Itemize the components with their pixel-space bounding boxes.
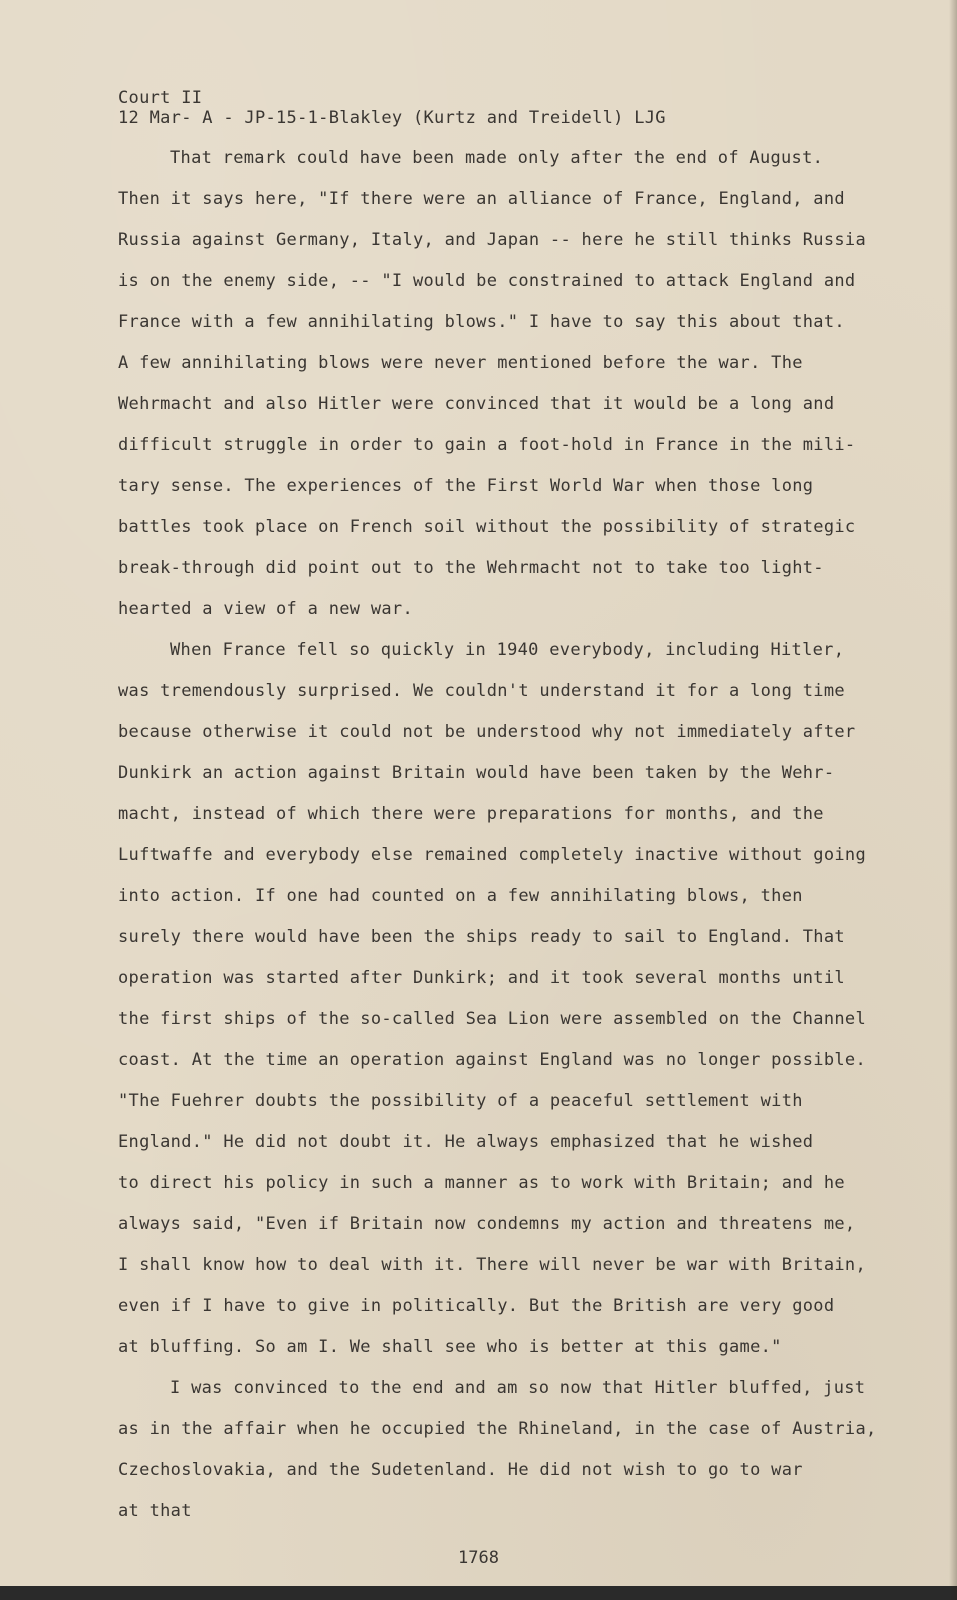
text-line: tary sense. The experiences of the First World War when those long — [118, 476, 814, 496]
text-line: When France fell so quickly in 1940 everybody, including Hitler, — [170, 640, 845, 660]
text-line: the first ships of the so-called Sea Lion were assembled on the Channel — [118, 1009, 866, 1029]
page-number: 1768 — [458, 1548, 499, 1568]
text-line: difficult struggle in order to gain a foot-hold in France in the mili- — [118, 435, 856, 455]
session-header: 12 Mar- A - JP-15-1-Blakley (Kurtz and Treidell) LJG — [118, 108, 666, 128]
text-line: coast. At the time an operation against England was no longer possible. — [118, 1050, 866, 1070]
court-header: Court II — [118, 88, 203, 108]
text-line: Then it says here, "If there were an alliance of France, England, and — [118, 189, 845, 209]
scan-bottom-edge — [0, 1586, 957, 1600]
text-line: Dunkirk an action against Britain would have been taken by the Wehr- — [118, 763, 835, 783]
text-line: France with a few annihilating blows." I have to say this about that. — [118, 312, 845, 332]
text-line: break-through did point out to the Wehrmacht not to take too light- — [118, 558, 824, 578]
text-line: macht, instead of which there were preparations for months, and the — [118, 804, 824, 824]
text-line: even if I have to give in politically. But the British are very good — [118, 1296, 835, 1316]
text-line: England." He did not doubt it. He always emphasized that he wished — [118, 1132, 814, 1152]
text-line: Luftwaffe and everybody else remained completely inactive without going — [118, 845, 866, 865]
text-line: at bluffing. So am I. We shall see who is better at this game." — [118, 1337, 782, 1357]
text-line: Czechoslovakia, and the Sudetenland. He did not wish to go to war — [118, 1460, 803, 1480]
text-line: Russia against Germany, Italy, and Japan -- here he still thinks Russia — [118, 230, 866, 250]
text-line: A few annihilating blows were never mentioned before the war. The — [118, 353, 803, 373]
text-line: That remark could have been made only after the end of August. — [170, 148, 824, 168]
text-line: because otherwise it could not be understood why not immediately after — [118, 722, 856, 742]
text-line: at that — [118, 1501, 192, 1521]
text-line: is on the enemy side, -- "I would be constrained to attack England and — [118, 271, 856, 291]
text-line: surely there would have been the ships ready to sail to England. That — [118, 927, 845, 947]
text-line: into action. If one had counted on a few annihilating blows, then — [118, 886, 803, 906]
text-line: hearted a view of a new war. — [118, 599, 413, 619]
text-line: I was convinced to the end and am so now that Hitler bluffed, just — [170, 1378, 866, 1398]
text-line: to direct his policy in such a manner as to work with Britain; and he — [118, 1173, 845, 1193]
text-line: as in the affair when he occupied the Rhineland, in the case of Austria, — [118, 1419, 877, 1439]
text-line: operation was started after Dunkirk; and it took several months until — [118, 968, 845, 988]
text-line: always said, "Even if Britain now condemns my action and threatens me, — [118, 1214, 856, 1234]
text-line: was tremendously surprised. We couldn't understand it for a long time — [118, 681, 845, 701]
text-line: Wehrmacht and also Hitler were convinced that it would be a long and — [118, 394, 835, 414]
text-line: "The Fuehrer doubts the possibility of a peaceful settlement with — [118, 1091, 803, 1111]
text-line: battles took place on French soil without the possibility of strategic — [118, 517, 856, 537]
text-line: I shall know how to deal with it. There will never be war with Britain, — [118, 1255, 866, 1275]
